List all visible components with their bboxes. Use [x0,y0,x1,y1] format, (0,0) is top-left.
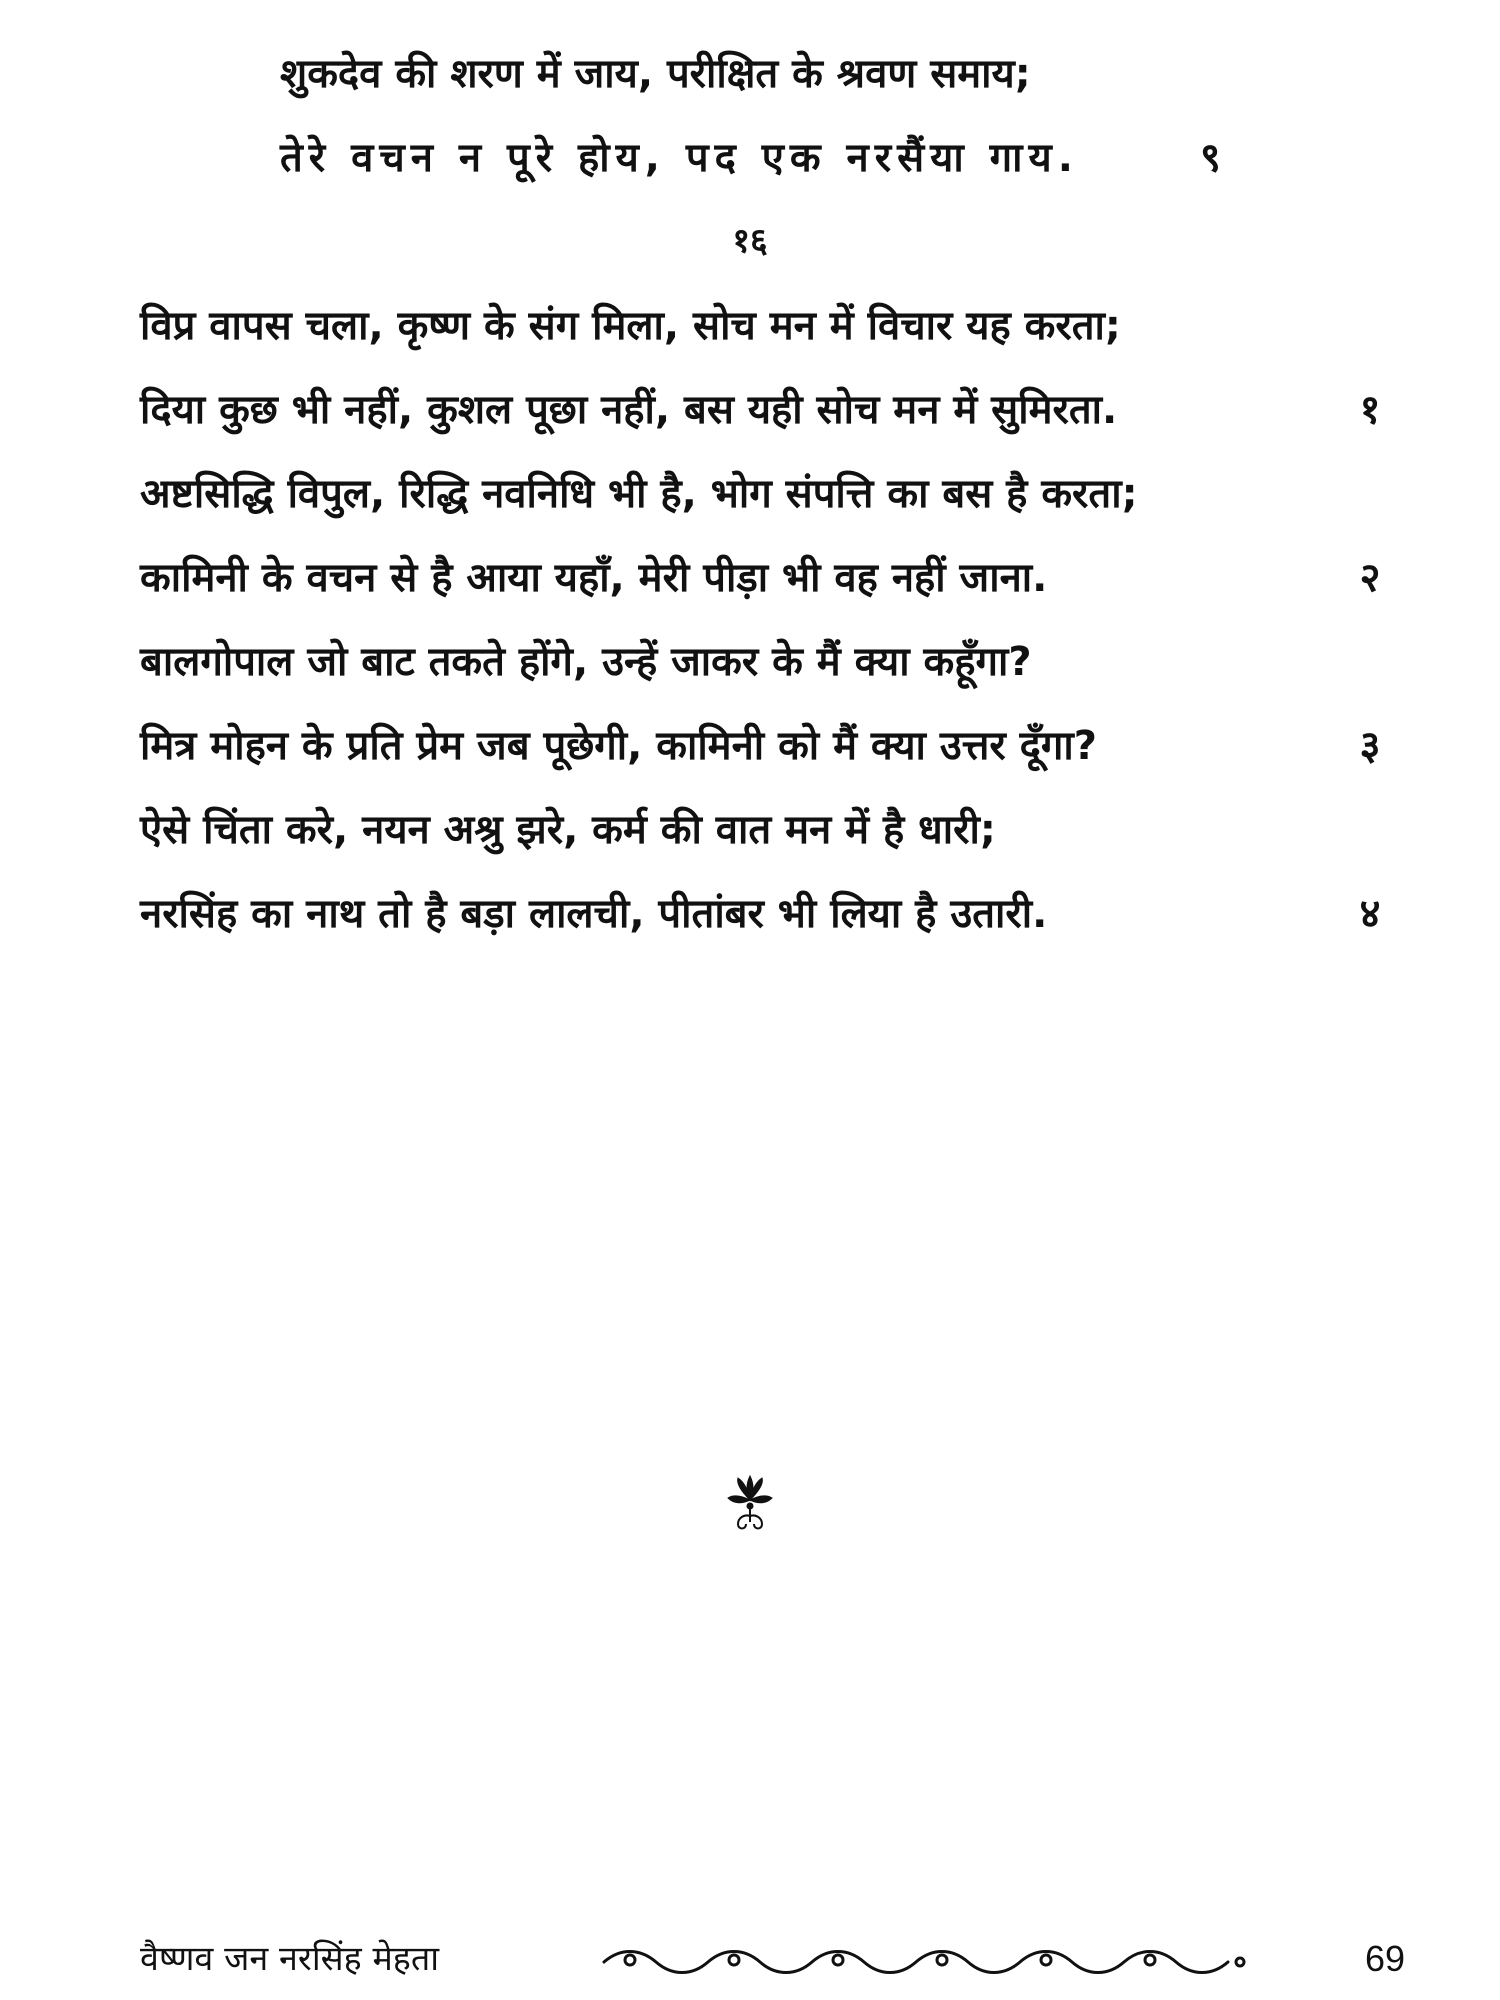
verse-line: मित्र मोहन के प्रति प्रेम जब पूछेगी, कामिनी को मैं क्या उत्तर दूँगा? [140,723,1097,769]
decorative-rule-icon [600,1940,1250,1980]
verse-line: अष्टसिद्धि विपुल, रिद्धि नवनिधि भी है, भोग संपत्ति का बस है करता; [140,471,1138,517]
verse-number: ३ [1359,723,1381,769]
floral-ornament-icon [720,1470,780,1540]
verse-line: ऐसे चिंता करे, नयन अश्रु झरे, कर्म की वात मन में है धारी; [140,807,996,853]
poem-number: १६ [732,221,768,261]
verse-number: ४ [1359,891,1381,937]
verse-number: ९ [1200,135,1221,181]
verse-line: दिया कुछ भी नहीं, कुशल पूछा नहीं, बस यही सोच मन में सुमिरता. [140,387,1118,433]
page-number: 69 [1364,1938,1405,1979]
verse-line: बालगोपाल जो बाट तकते होंगे, उन्हें जाकर के मैं क्या कहूँगा? [140,639,1032,685]
verse-number: २ [1359,555,1381,601]
verse-line: कामिनी के वचन से है आया यहाँ, मेरी पीड़ा भी वह नहीं जाना. [140,555,1048,601]
book-title: वैष्णव जन नरसिंह मेहता [140,1939,440,1979]
verse-line: नरसिंह का नाथ तो है बड़ा लालची, पीतांबर भी लिया है उतारी. [140,891,1048,937]
verse-line: तेरे वचन न पूरे होय, पद एक नरसैंया गाय. [280,135,1079,181]
page-footer [0,1932,1500,1992]
verse-number: १ [1359,387,1381,433]
verse-line: विप्र वापस चला, कृष्ण के संग मिला, सोच मन में विचार यह करता; [140,303,1121,349]
verse-line: शुकदेव की शरण में जाय, परीक्षित के श्रवण समाय; [280,51,1031,97]
